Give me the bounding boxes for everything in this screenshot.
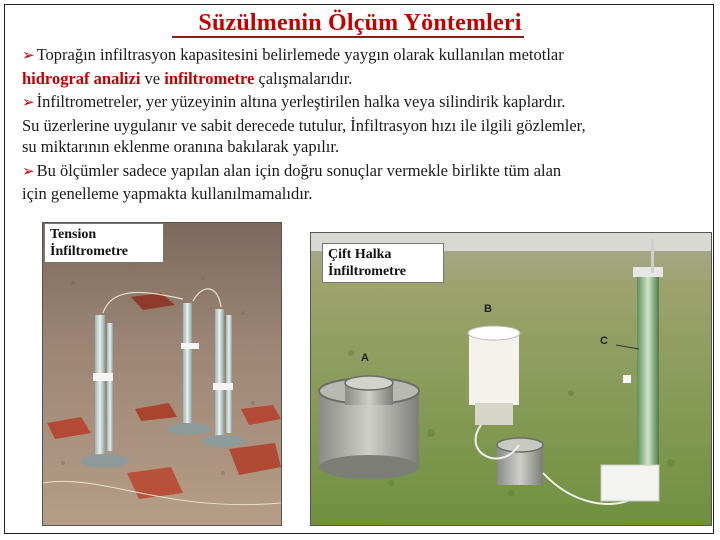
- arrow-bullet-icon: ➢: [22, 48, 35, 64]
- highlight-text: infiltrometre: [164, 68, 255, 88]
- bullet-item: [22, 44, 712, 89]
- highlight-text: hidrograf analizi: [22, 68, 141, 88]
- bullet-text: su miktarının eklenme oranına bakılarak yapılır.: [22, 137, 340, 156]
- bullet-item: [22, 91, 712, 158]
- marker-c: C: [600, 335, 608, 347]
- arrow-bullet-icon: ➢: [22, 95, 35, 111]
- arrow-bullet-icon: ➢: [22, 163, 35, 180]
- bullet-text: çalışmalarıdır.: [254, 68, 353, 88]
- bullet-item: [22, 160, 712, 205]
- label-line: Çift Halka: [328, 247, 392, 262]
- slide-title: Süzülmenin Ölçüm Yöntemleri: [198, 10, 522, 36]
- bullet-text: için genelleme yapmakta kullanılmamalıdır.: [22, 184, 313, 203]
- tension-infiltrometer-label: [44, 223, 164, 263]
- title-underline: [172, 36, 524, 38]
- tension-infiltrometer-photo: [42, 222, 282, 526]
- label-line: Tension: [50, 227, 97, 242]
- bullet-text: Su üzerlerine uygulanır ve sabit derecede tutulur, İnfiltrasyon hızı ile ilgili gözlemler,: [22, 115, 586, 135]
- label-line: İnfiltrometre: [328, 264, 407, 279]
- bullet-text: İnfiltrometreler, yer yüzeyinin altına yerleştirilen halka veya silindirik kaplardır.: [36, 92, 566, 111]
- label-line: İnfiltrometre: [50, 244, 129, 259]
- marker-b: B: [484, 303, 492, 315]
- double-ring-infiltrometer-label: [322, 243, 444, 283]
- bullet-text: Bu ölçümler sadece yapılan alan için doğru sonuçlar vermekle birlikte tüm alan: [36, 160, 562, 180]
- bullet-list: [22, 44, 712, 207]
- bullet-text: Toprağın infiltrasyon kapasitesini belirlemede yaygın olarak kullanılan metotlar: [36, 45, 564, 64]
- marker-a: A: [361, 352, 369, 364]
- bullet-text: ve: [140, 68, 165, 88]
